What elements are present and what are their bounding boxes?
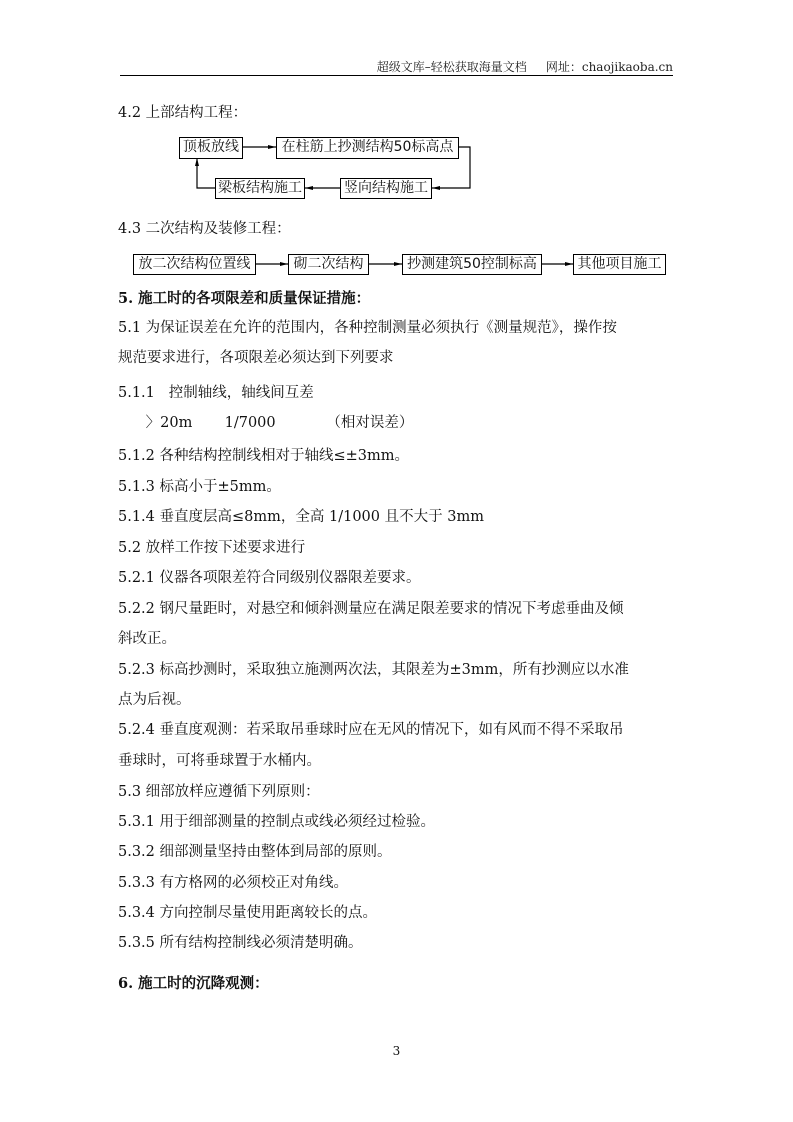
body-line: 5.3.2 细部测量坚持由整体到局部的原则。 bbox=[118, 844, 392, 860]
flow-box-masonry: 砌二次结构 bbox=[288, 254, 369, 275]
body-line: 点为后视。 bbox=[118, 692, 191, 708]
flow-arrow bbox=[197, 158, 215, 188]
flow-box-building-elevation: 抄测建筑50控制标高 bbox=[402, 254, 542, 275]
body-line: 5.1.1 控制轴线，轴线间互差 bbox=[118, 385, 314, 401]
body-line: 5.1.4 垂直度层高≤8mm，全高 1/1000 且不大于 3mm bbox=[118, 509, 484, 525]
page-number: 3 bbox=[392, 1044, 401, 1058]
body-line: 5.2 放样工作按下述要求进行 bbox=[118, 540, 306, 556]
body-line: 5.3.4 方向控制尽量使用距离较长的点。 bbox=[118, 905, 378, 921]
body-line: 斜改正。 bbox=[118, 631, 176, 647]
body-line: 5.2.1 仪器各项限差符合同级别仪器限差要求。 bbox=[118, 570, 421, 586]
section-4-2-title: 4.2 上部结构工程： bbox=[118, 105, 248, 121]
section-6-heading: 6. 施工时的沉降观测： bbox=[118, 975, 269, 992]
flow-box-roof-layout: 顶板放线 bbox=[179, 137, 243, 159]
flow-box-beam-slab: 梁板结构施工 bbox=[215, 178, 305, 199]
flow-box-elevation-points: 在柱筋上抄测结构50标高点 bbox=[276, 137, 459, 159]
flow-box-secondary-layout: 放二次结构位置线 bbox=[133, 254, 256, 275]
body-line: 5.3 细部放样应遵循下列原则： bbox=[118, 784, 320, 800]
flow-box-other-items: 其他项目施工 bbox=[573, 254, 666, 275]
body-line: 5.1 为保证误差在允许的范围内，各种控制测量必须执行《测量规范》，操作按 bbox=[118, 320, 617, 336]
body-line: 5.2.2 钢尺量距时，对悬空和倾斜测量应在满足限差要求的情况下考虑垂曲及倾 bbox=[118, 601, 624, 617]
body-line: 5.3.5 所有结构控制线必须清楚明确。 bbox=[118, 935, 363, 951]
page-header: 超级文库–轻松获取海量文档 网址：chaojikaoba.cn bbox=[376, 60, 673, 74]
body-line: 5.1.2 各种结构控制线相对于轴线≤±3mm。 bbox=[118, 448, 410, 464]
body-line: 5.2.4 垂直度观测：若采取吊垂球时应在无风的情况下，如有风而不得不采取吊 bbox=[118, 722, 624, 738]
body-line: 规范要求进行，各项限差必须达到下列要求 bbox=[118, 350, 394, 366]
body-line: 〉20m 1/7000 （相对误差） bbox=[118, 415, 414, 431]
body-line: 5.1.3 标高小于±5mm。 bbox=[118, 479, 281, 495]
section-4-3-title: 4.3 二次结构及装修工程： bbox=[118, 221, 291, 237]
body-line: 5.3.3 有方格网的必须校正对角线。 bbox=[118, 875, 349, 891]
section-5-heading: 5. 施工时的各项限差和质量保证措施： bbox=[118, 290, 371, 307]
body-line: 5.2.3 标高抄测时，采取独立施测两次法，其限差为±3mm，所有抄测应以水准 bbox=[118, 662, 629, 678]
body-line: 5.3.1 用于细部测量的控制点或线必须经过检验。 bbox=[118, 814, 436, 830]
flow-box-vertical-structure: 竖向结构施工 bbox=[340, 178, 432, 199]
body-line: 垂球时，可将垂球置于水桶内。 bbox=[118, 753, 321, 769]
